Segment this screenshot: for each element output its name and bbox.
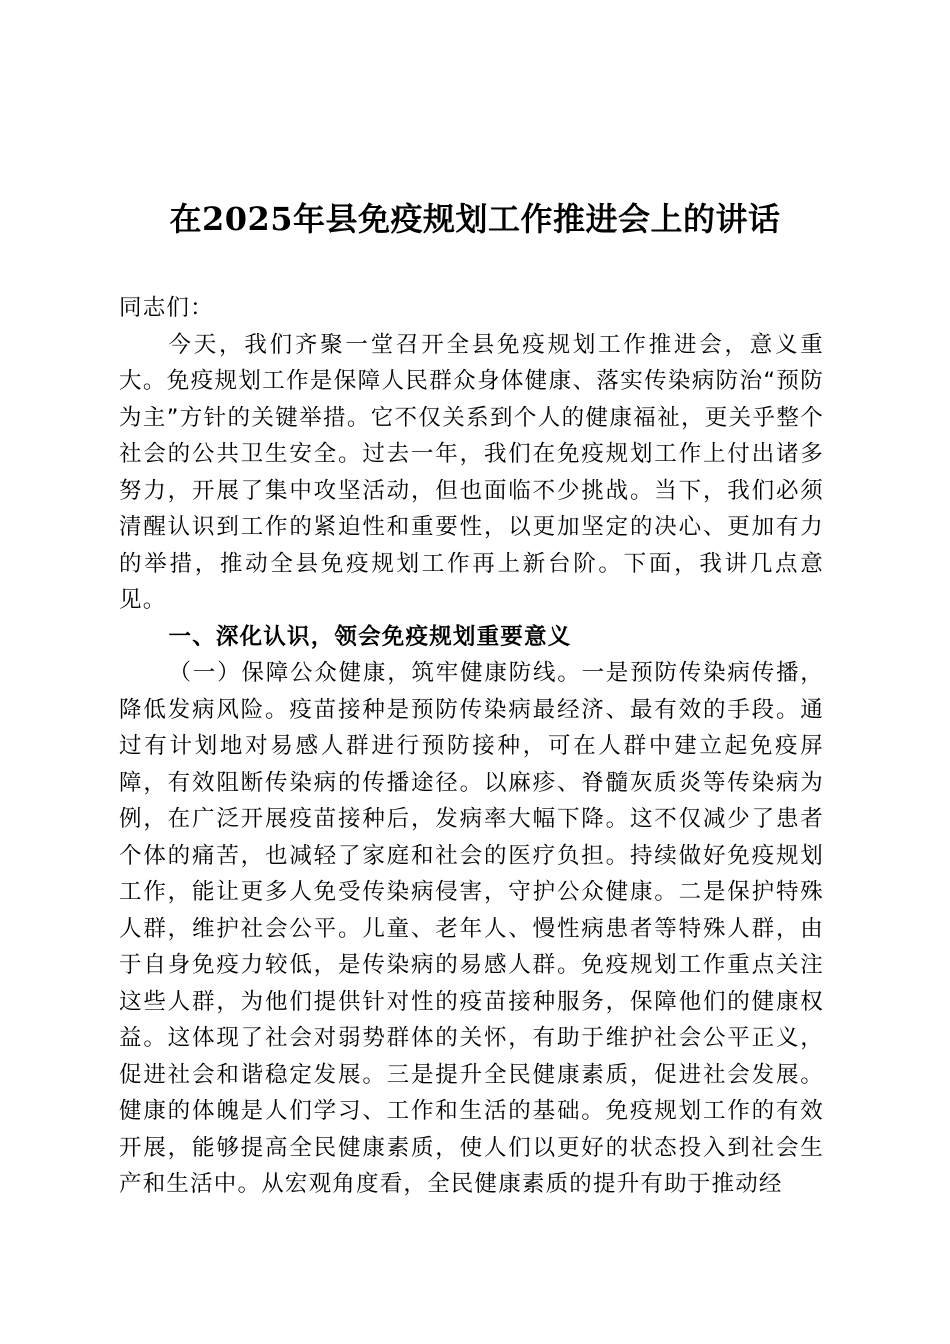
subsection-heading-1: （一）保障公众健康，筑牢健康防线。	[168, 660, 582, 686]
subsection-body-1: 一是预防传染病传播，降低发病风险。疫苗接种是预防传染病最经济、最有效的手段。通过有计划地对易感人群进行预防接种，可在人群中建立起免疫屏障，有效阻断传染病的传播途径。以麻疹、脊髓灰质炎等传染病为例，在广泛开展疫苗接种后，发病率大幅下降。这不仅减少了患者个体的痛苦，也减轻了家庭和社会的医疗负担。持续做好免疫规划工作，能让更多人免受传染病侵害，守护公众健康。二是保护特殊人群，维护社会公平。儿童、老年人、慢性病患者等特殊人群，由于自身免疫力较低，是传染病的易感人群。免疫规划工作重点关注这些人群，为他们提供针对性的疫苗接种服务，保障他们的健康权益。这体现了社会对弱势群体的关怀，有助于维护社会公平正义，促进社会和谐稳定发展。三是提升全民健康素质，促进社会发展。健康的体魄是人们学习、工作和生活的基础。免疫规划工作的有效开展，能够提高全民健康素质，使人们以更好的状态投入到社会生产和生活中。从宏观角度看，全民健康素质的提升有助于推动经	[119, 660, 824, 1197]
intro-paragraph: 今天，我们齐聚一堂召开全县免疫规划工作推进会，意义重大。免疫规划工作是保障人民群众身体健康、落实传染病防治“预防为主”方针的关键举措。它不仅关系到个人的健康福祉，更关乎整个社会的公共卫生安全。过去一年，我们在免疫规划工作上付出诸多努力，开展了集中攻坚活动，但也面临不少挑战。当下，我们必须清醒认识到工作的紧迫性和重要性，以更加坚定的决心、更加有力的举措，推动全县免疫规划工作再上新台阶。下面，我讲几点意见。	[119, 331, 824, 613]
document-body	[119, 290, 824, 1203]
section-heading-1: 一、深化认识，领会免疫规划重要意义	[168, 623, 572, 650]
salutation: 同志们：	[119, 295, 214, 321]
document-title: 在2025年县免疫规划工作推进会上的讲话	[169, 200, 781, 238]
subsection-paragraph-1	[119, 655, 824, 1203]
